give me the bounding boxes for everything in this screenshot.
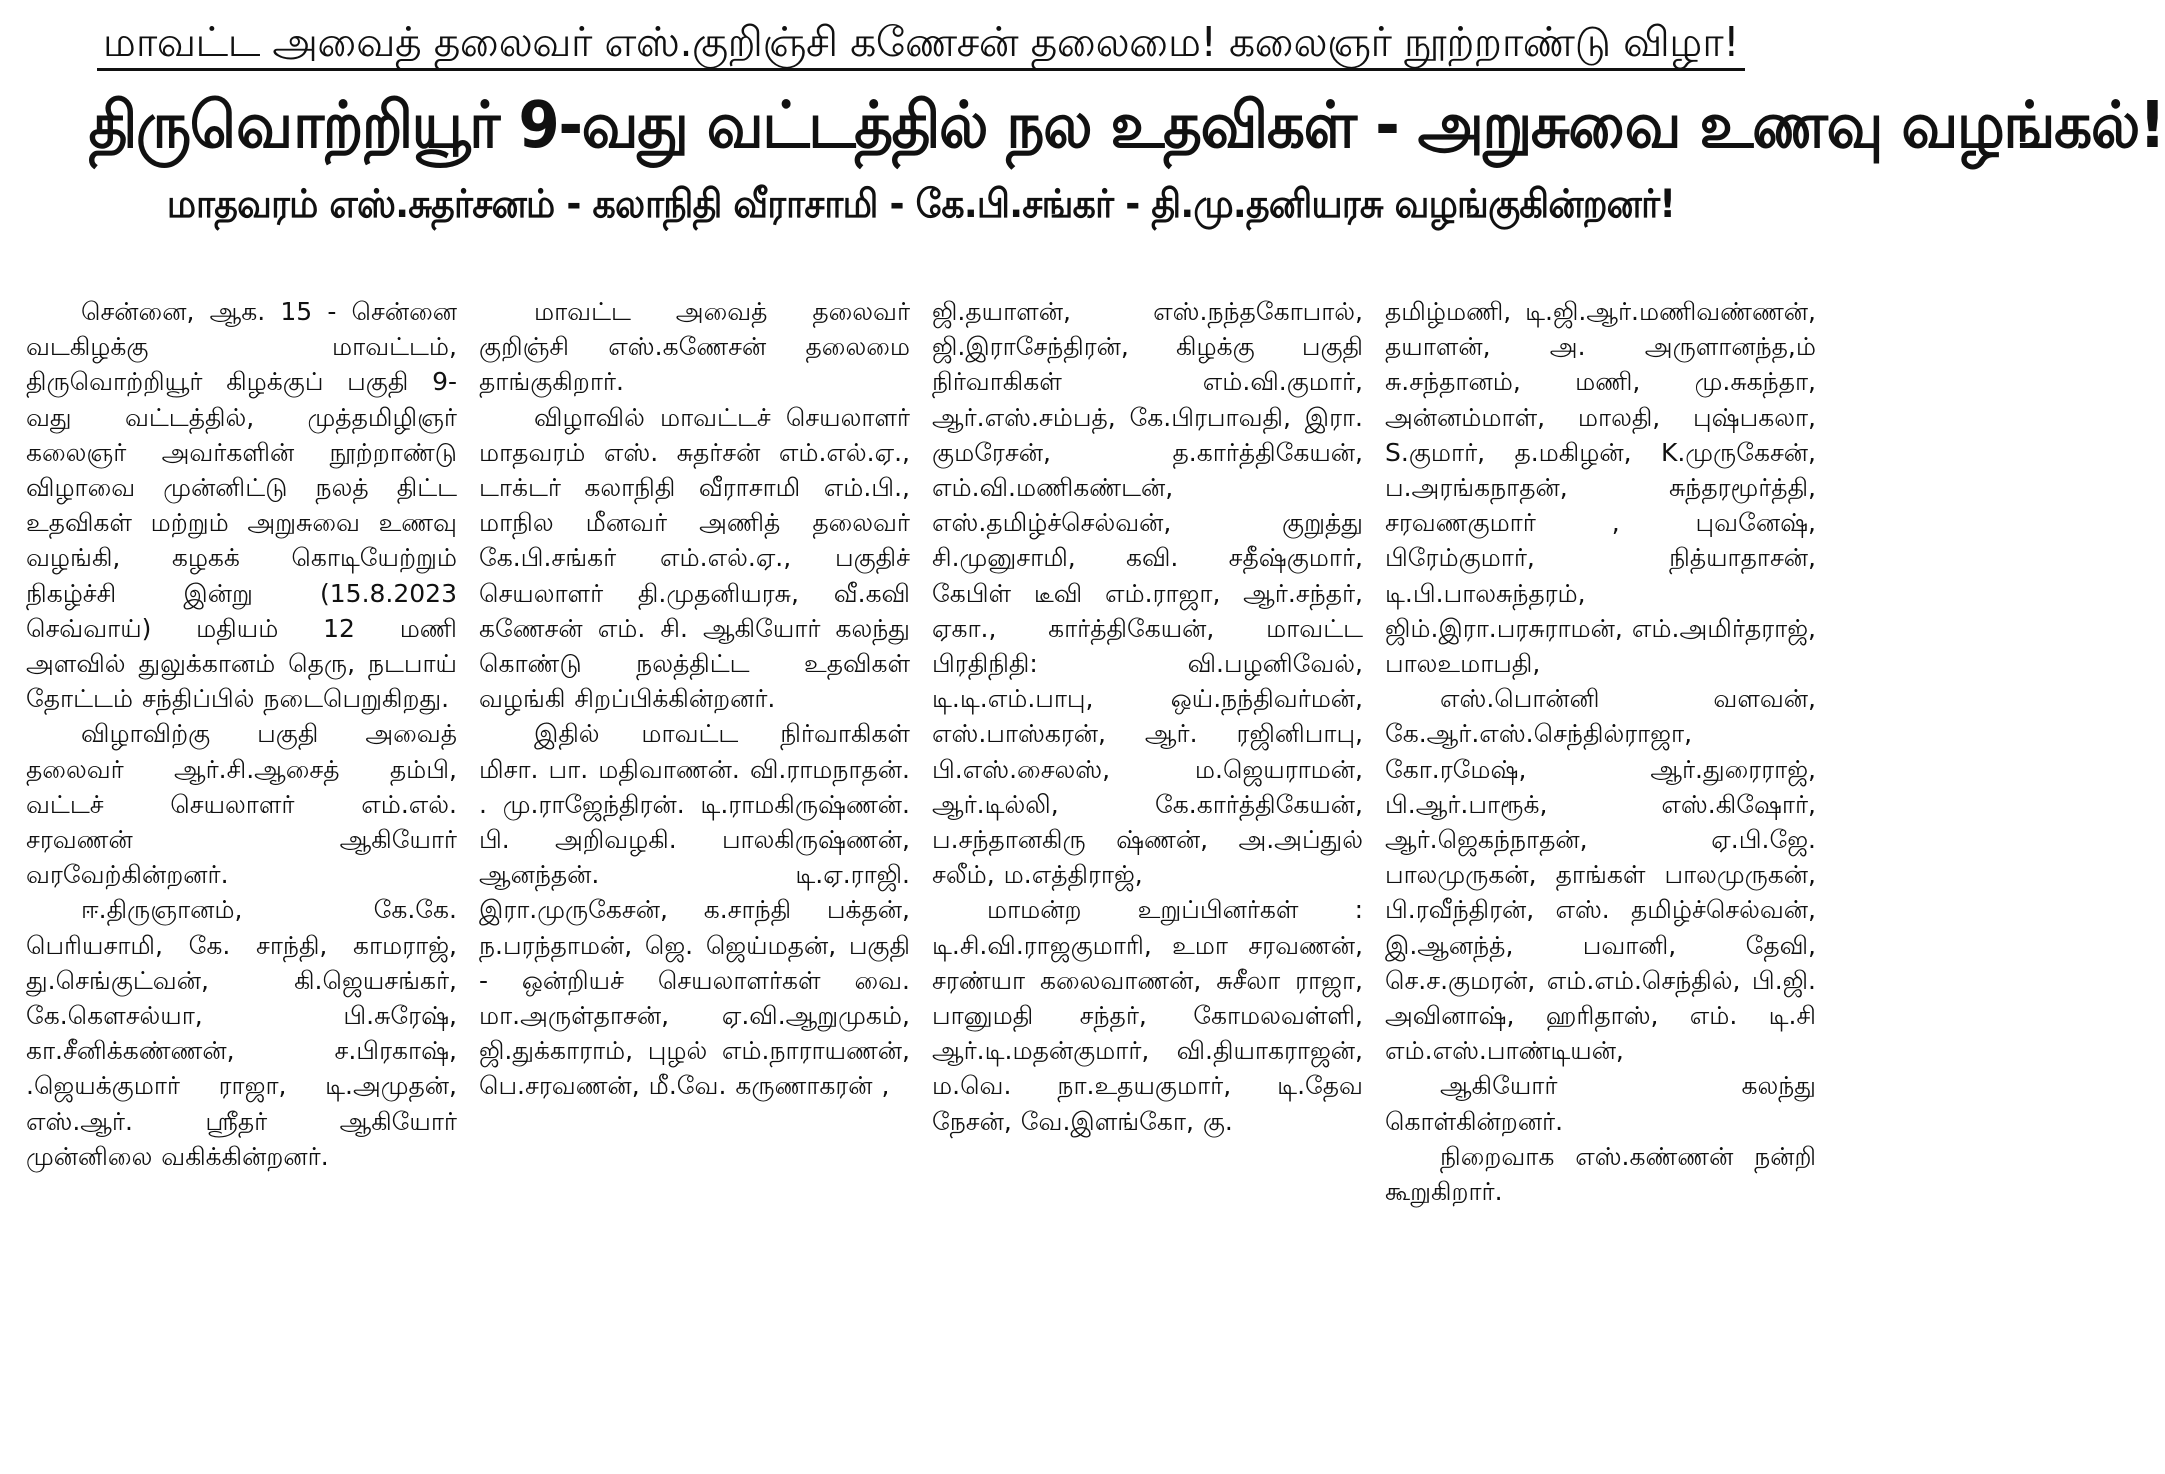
paragraph-district-office-bearers: இதில் மாவட்ட நிர்வாகிகள் மிசா. பா. மதிவாணன். வி.ராமநாதன். . மு.ராஜேந்திரன். டி.ராமகிருஷ்ணன். பி. அறிவழகி. பாலகிருஷ்ணன், ஆனந்தன். டி.ஏ.ராஜி. இரா.முருகேசன், க.சாந்தி பக்தன், ந.பரந்தாமன், ஜெ. ஜெய்மதன், பகுதி - ஒன்றியச் செயலாளர்கள் வை. மா.அருள்தாசன், ஏ.வி.ஆறுமுகம், ஜி.துக்காராம், புழல் எம்.நாராயணன், பெ.சரவணன், மீ.வே. கருணாகரன் , [479,719,910,1101]
article-column-1 [26,294,457,1464]
paragraph-more-names: எஸ்.பொன்னி வளவன், கே.ஆர்.எஸ்.செந்தில்ராஜா, கோ.ரமேஷ், ஆர்.துரைராஜ், பி.ஆர்.பாரூக், எஸ்.கிஷோர், ஆர்.ஜெகந்நாதன், ஏ.பி.ஜே. பாலமுருகன், தாங்கள் பாலமுருகன், பி.ரவீந்திரன், எஸ். தமிழ்ச்செல்வன், இ.ஆனந்த், பவானி, தேவி, செ.ச.குமரன், எம்.எம்.செந்தில், பி.ஜி. அவினாஷ், ஹரிதாஸ், எம். டி.சி எம்.எஸ்.பாண்டியன், [1385,684,1816,1066]
paragraph-east-area-office-bearers: ஜி.தயாளன், எஸ்.நந்தகோபால், ஜி.இராசேந்திரன், கிழக்கு பகுதி நிர்வாகிகள் எம்.வி.குமார், ஆர்.எஸ்.சம்பத், கே.பிரபாவதி, இரா. குமரேசன், த.கார்த்திகேயன், எம்.வி.மணிகண்டன், எஸ்.தமிழ்ச்செல்வன், குறுத்து சி.முனுசாமி, கவி. சதீஷ்குமார், கேபிள் டீவி எம்.ராஜா, ஆர்.சந்தர், ஏகா., கார்த்திகேயன், மாவட்ட பிரதிநிதி: வி.பழனிவேல், டி.டி.எம்.பாபு, ஒய்.நந்திவர்மன், எஸ்.பாஸ்கரன், ஆர். ரஜினிபாபு, பி.எஸ்.சைலஸ், ம.ஜெயராமன், ஆர்.டில்லி, கே.கார்த்திகேயன், ப.சந்தானகிரு ஷ்ணன், அ.அப்துல் சலீம், ம.எத்திராஜ், [932,297,1363,890]
paragraph-chair: மாவட்ட அவைத் தலைவர் குறிஞ்சி எஸ்.கணேசன் தலைமை தாங்குகிறார். [479,297,910,397]
paragraph-guests: விழாவில் மாவட்டச் செயலாளர் மாதவரம் எஸ். சுதர்சன் எம்.எல்.ஏ., டாக்டர் கலாநிதி வீராசாமி எம்.பி., மாநில மீனவர் அணித் தலைவர் கே.பி.சங்கர் எம்.எல்.ஏ., பகுதிச் செயலாளர் தி.முதனியரசு, வீ.கவி கணேசன் எம். சி. ஆகியோர் கலந்து கொண்டு நலத்திட்ட உதவிகள் வழங்கி சிறப்பிக்கின்றனர். [479,402,910,714]
paragraph-vote-of-thanks: நிறைவாக எஸ்.கண்ணன் நன்றி கூறுகிறார். [1385,1141,1816,1207]
main-headline: திருவொற்றியூர் 9-வது வட்டத்தில் நல உதவிகள் - அறுசுவை உணவு வழங்கல்! [88,89,2165,163]
paragraph-dateline-intro: சென்னை, ஆக. 15 - சென்னை வடகிழக்கு மாவட்டம், திருவொற்றியூர் கிழக்குப் பகுதி 9-வது வட்டத்தில், முத்தமிழிஞர் கலைஞர் அவர்களின் நூற்றாண்டு விழாவை முன்னிட்டு நலத் திட்ட உதவிகள் மற்றும் அறுசுவை உணவு வழங்கி, கழகக் கொடியேற்றும் நிகழ்ச்சி இன்று (15.8.2023 செவ்வாய்) மதியம் 12 மணி அளவில் துலுக்கானம் தெரு, நடபாய் தோட்டம் சந்திப்பில் நடைபெறுகிறது. [26,297,457,714]
article-column-3 [932,294,1363,1464]
paragraph-welcome: விழாவிற்கு பகுதி அவைத் தலைவர் ஆர்.சி.ஆசைத் தம்பி, வட்டச் செயலாளர் எம்.எல். சரவணன் ஆகியோர் வரவேற்கின்றனர். [26,719,457,890]
paragraph-participants: ஆகியோர் கலந்து கொள்கின்றனர். [1385,1071,1816,1136]
paragraph-names-continued: தமிழ்மணி, டி.ஜி.ஆர்.மணிவண்ணன், தயாளன், அ. அருளானந்த,ம் சு.சந்தானம், மணி, மு.சுகந்தா, அன்னம்மாள், மாலதி, புஷ்பகலா, S.குமார், த.மகிழன், K.முருகேசன், ப.அரங்கநாதன், சுந்தரமூர்த்தி, சரவணகுமார் , புவனேஷ், பிரேம்குமார், நித்யாதாசன், டி.பி.பாலசுந்தரம், ஜிம்.இரா.பரசுராமன், எம்.அமிர்தராஜ், பாலஉமாபதி, [1385,297,1816,679]
article-body [26,294,1816,1464]
sub-headline: மாதவரம் எஸ்.சுதர்சனம் - கலாநிதி வீராசாமி - கே.பி.சங்கர் - தி.மு.தனியரசு வழங்குகின்றனர்! [166,182,1676,227]
paragraph-presiding: ஈ.திருஞானம், கே.கே. பெரியசாமி, கே. சாந்தி, காமராஜ், து.செங்குட்வன், கி.ஜெயசங்கர், கே.கௌசல்யா, பி.சுரேஷ், கா.சீனிக்கண்ணன், ச.பிரகாஷ், .ஜெயக்குமார் ராஜா, டி.அமுதன், எஸ்.ஆர். ஸ்ரீதர் ஆகியோர் முன்னிலை வகிக்கின்றனர். [26,895,457,1171]
kicker-headline [26,14,1816,70]
article-column-4 [1385,294,1816,1464]
kicker-text: மாவட்ட அவைத் தலைவர் எஸ்.குறிஞ்சி கணேசன் தலைமை! கலைஞர் நூற்றாண்டு விழா! [97,18,1745,71]
article-column-2 [479,294,910,1464]
paragraph-council-members: மாமன்ற உறுப்பினர்கள் : டி.சி.வி.ராஜகுமாரி, உமா சரவணன், சரண்யா கலைவாணன், சுசீலா ராஜா, பானுமதி சந்தர், கோமலவள்ளி, ஆர்.டி.மதன்குமார், வி.தியாகராஜன், ம.வெ. நா.உதயகுமார், டி.தேவ நேசன், வே.இளங்கோ, கு. [932,895,1363,1136]
